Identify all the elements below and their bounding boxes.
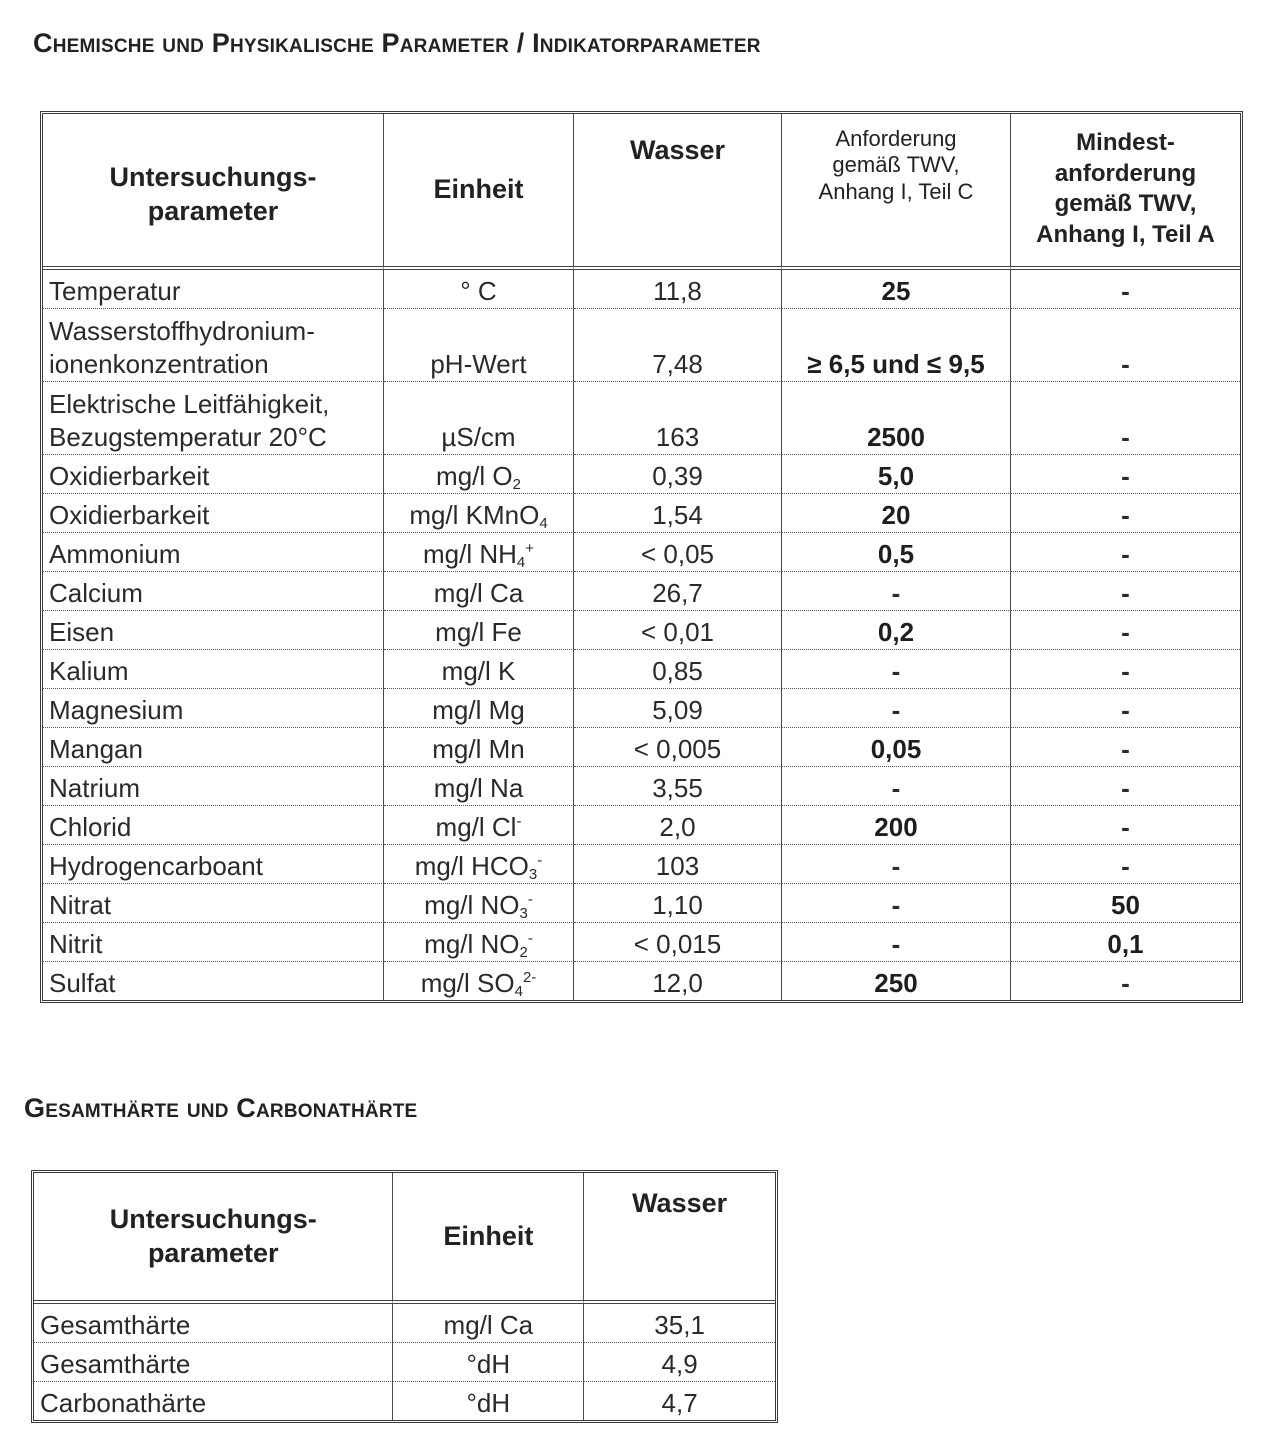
cell-requirement-a: - (1121, 968, 1130, 998)
cell-requirement-a: - (1011, 728, 1240, 767)
unit-base: mg/l HCO (414, 851, 529, 881)
table-row (43, 962, 1240, 1000)
table-row (43, 923, 1240, 962)
cell-parameter: Calcium (43, 572, 384, 611)
cell-unit (384, 494, 574, 533)
cell-water-value: 1,54 (574, 494, 782, 533)
table-row (43, 611, 1240, 650)
table-header-row (43, 114, 1240, 270)
unit-subscript: 4 (516, 554, 526, 571)
cell-requirement-a: - (1011, 270, 1240, 309)
cell-parameter: Oxidierbarkeit (43, 494, 384, 533)
table-row (43, 689, 1240, 728)
cell-water-value: < 0,01 (574, 611, 782, 650)
unit-base: mg/l O (436, 461, 513, 491)
header-water-label: Wasser (632, 1188, 728, 1218)
cell-unit (384, 962, 574, 1000)
cell-requirement-a: - (1011, 650, 1240, 689)
cell-water-value: 12,0 (574, 962, 782, 1000)
cell-unit (384, 728, 574, 767)
cell-unit (384, 884, 574, 923)
cell-unit (384, 572, 574, 611)
cell-parameter: Natrium (43, 767, 384, 806)
unit-superscript: - (527, 930, 533, 947)
table-row (43, 382, 1240, 455)
cell-parameter: Mangan (43, 728, 384, 767)
cell-water-value: 103 (574, 845, 782, 884)
header-parameter-label: Untersuchungs- parameter (109, 1203, 317, 1268)
cell-water-value: 11,8 (574, 270, 782, 309)
cell-requirement-a: - (1011, 689, 1240, 728)
cell-requirement-c: - (782, 923, 1011, 962)
cell-requirement-a: 50 (1011, 884, 1240, 923)
cell-unit (384, 611, 574, 650)
cell-requirement-c: - (782, 572, 1011, 611)
cell-requirement-a: - (1011, 382, 1240, 455)
cell-water-value: 3,55 (574, 767, 782, 806)
unit-subscript: 4 (539, 515, 548, 532)
table-row (43, 270, 1240, 309)
cell-requirement-a: - (1011, 309, 1240, 382)
cell-parameter: Oxidierbarkeit (43, 455, 384, 494)
cell-requirement-c: - (782, 884, 1011, 923)
cell-parameter: Magnesium (43, 689, 384, 728)
cell-requirement-c: ≥ 6,5 und ≤ 9,5 (782, 309, 1011, 382)
cell-water-value: 0,85 (574, 650, 782, 689)
cell-unit (384, 806, 574, 845)
cell-requirement-c: 25 (782, 270, 1011, 309)
unit-base: µS/cm (441, 422, 516, 452)
hardness-table (31, 1170, 778, 1423)
cell-unit (384, 923, 574, 962)
unit-base: mg/l Cl (435, 812, 517, 842)
unit-base: mg/l KMnO (409, 500, 540, 530)
cell-parameter: Eisen (43, 611, 384, 650)
cell-parameter: Kalium (43, 650, 384, 689)
cell-parameter: Sulfat (43, 962, 384, 1000)
unit-base: mg/l Ca (433, 578, 524, 608)
unit-superscript: 2- (522, 969, 537, 986)
table-row (43, 494, 1240, 533)
cell-requirement-a: - (1011, 455, 1240, 494)
cell-unit (384, 845, 574, 884)
table-row (43, 845, 1240, 884)
unit-base: mg/l NH (422, 539, 517, 569)
unit-base: ° C (460, 276, 497, 306)
cell-parameter: Gesamthärte (34, 1343, 393, 1382)
unit-subscript: 2 (519, 944, 528, 961)
cell-water-value: 26,7 (574, 572, 782, 611)
unit-superscript: - (527, 891, 533, 908)
cell-requirement-a: - (1011, 806, 1240, 845)
cell-unit: °dH (393, 1382, 584, 1420)
table-row (34, 1382, 775, 1420)
table-row (43, 309, 1240, 382)
unit-subscript: 4 (514, 983, 523, 1000)
cell-water-value: 7,48 (574, 309, 782, 382)
section-title-chemical-parameters: Chemische und Physikalische Parameter / Indikatorparameter (33, 28, 761, 58)
unit-base: mg/l Fe (435, 617, 522, 647)
cell-parameter: Hydrogencarboant (43, 845, 384, 884)
cell-parameter: Wasserstoffhydronium- ionenkonzentration (43, 309, 384, 382)
cell-parameter: Ammonium (43, 533, 384, 572)
header-requirement-a-label: Mindest- anforderung gemäß TWV, Anhang I, Teil A (1036, 129, 1215, 249)
table-row (43, 806, 1240, 845)
cell-requirement-a: - (1011, 767, 1240, 806)
unit-subscript: 3 (519, 905, 528, 922)
cell-water-value: 2,0 (574, 806, 782, 845)
header-unit (393, 1173, 584, 1304)
unit-base: mg/l NO (424, 890, 520, 920)
cell-requirement-c: 0,2 (782, 611, 1011, 650)
cell-requirement-a: - (1011, 845, 1240, 884)
table-row (43, 572, 1240, 611)
cell-unit: °dH (393, 1343, 584, 1382)
unit-base: mg/l SO (420, 968, 515, 998)
cell-requirement-a: - (1011, 611, 1240, 650)
header-requirement-c (782, 114, 1011, 270)
cell-requirement-a: - (1011, 494, 1240, 533)
unit-base: mg/l Na (433, 773, 524, 803)
header-parameter (43, 114, 384, 270)
header-unit (384, 114, 574, 270)
cell-requirement-c: 20 (782, 494, 1011, 533)
unit-superscript: + (525, 540, 534, 557)
header-water (574, 114, 782, 270)
hardness-body (34, 1304, 775, 1420)
unit-superscript: - (516, 813, 522, 830)
cell-requirement-c: 2500 (782, 382, 1011, 455)
cell-unit (384, 650, 574, 689)
cell-requirement-c: - (782, 845, 1011, 884)
unit-base: pH-Wert (430, 349, 527, 379)
unit-superscript: - (537, 852, 543, 869)
cell-water-value: < 0,015 (574, 923, 782, 962)
cell-unit: mg/l Ca (393, 1304, 584, 1343)
header-requirement-c-label: Anforderung gemäß TWV, Anhang I, Teil C (818, 126, 974, 204)
cell-parameter: Temperatur (43, 270, 384, 309)
cell-parameter: Gesamthärte (34, 1304, 393, 1343)
header-unit-label: Einheit (443, 1220, 534, 1251)
header-parameter (34, 1173, 393, 1304)
table-row (43, 650, 1240, 689)
header-unit-label: Einheit (433, 174, 524, 205)
cell-requirement-a: - (1011, 533, 1240, 572)
unit-subscript: 3 (528, 866, 538, 883)
cell-requirement-c: - (782, 689, 1011, 728)
cell-requirement-c: - (782, 650, 1011, 689)
cell-requirement-c: - (782, 767, 1011, 806)
cell-requirement-c: 250 (782, 962, 1011, 1000)
unit-base: mg/l NO (424, 929, 520, 959)
cell-unit (384, 309, 574, 382)
cell-requirement-a: 0,1 (1011, 923, 1240, 962)
cell-unit (384, 767, 574, 806)
cell-parameter: Elektrische Leitfähigkeit, Bezugstemperatur 20°C (43, 382, 384, 455)
unit-base: mg/l Mg (432, 695, 525, 725)
cell-water-value: 163 (574, 382, 782, 455)
cell-water-value: 4,7 (661, 1388, 698, 1418)
cell-water-value: 35,1 (584, 1304, 775, 1343)
cell-unit (384, 689, 574, 728)
table-row (34, 1304, 775, 1343)
table-row (43, 767, 1240, 806)
table-header-row (34, 1173, 775, 1304)
section-title-hardness: Gesamthärte und Carbonathärte (24, 1093, 418, 1123)
cell-unit (384, 270, 574, 309)
chemical-parameters-body (43, 270, 1240, 1000)
cell-water-value: 1,10 (574, 884, 782, 923)
cell-unit (384, 455, 574, 494)
header-water-label: Wasser (629, 135, 726, 165)
cell-unit (384, 533, 574, 572)
chemical-parameters-table (40, 111, 1243, 1003)
table-row (43, 728, 1240, 767)
cell-parameter: Chlorid (43, 806, 384, 845)
cell-parameter: Carbonathärte (34, 1382, 393, 1420)
header-parameter-label: Untersuchungs- parameter (109, 162, 317, 226)
cell-water-value: < 0,05 (574, 533, 782, 572)
cell-requirement-c: 5,0 (782, 455, 1011, 494)
cell-requirement-c: 0,05 (782, 728, 1011, 767)
table-row (43, 884, 1240, 923)
unit-subscript: 2 (512, 476, 521, 493)
cell-water-value: 5,09 (574, 689, 782, 728)
cell-unit (384, 382, 574, 455)
cell-water-value: < 0,005 (574, 728, 782, 767)
cell-requirement-c: 0,5 (782, 533, 1011, 572)
table-row (43, 455, 1240, 494)
header-requirement-a (1011, 114, 1240, 270)
cell-parameter: Nitrat (43, 884, 384, 923)
cell-water-value: 0,39 (574, 455, 782, 494)
table-row (43, 533, 1240, 572)
unit-base: mg/l K (441, 656, 516, 686)
cell-requirement-a: - (1011, 572, 1240, 611)
cell-water-value: 4,9 (584, 1343, 775, 1382)
cell-requirement-c: 200 (782, 806, 1011, 845)
unit-base: mg/l Mn (432, 734, 525, 764)
header-water (584, 1173, 775, 1304)
cell-parameter: Nitrit (43, 923, 384, 962)
table-row (34, 1343, 775, 1382)
